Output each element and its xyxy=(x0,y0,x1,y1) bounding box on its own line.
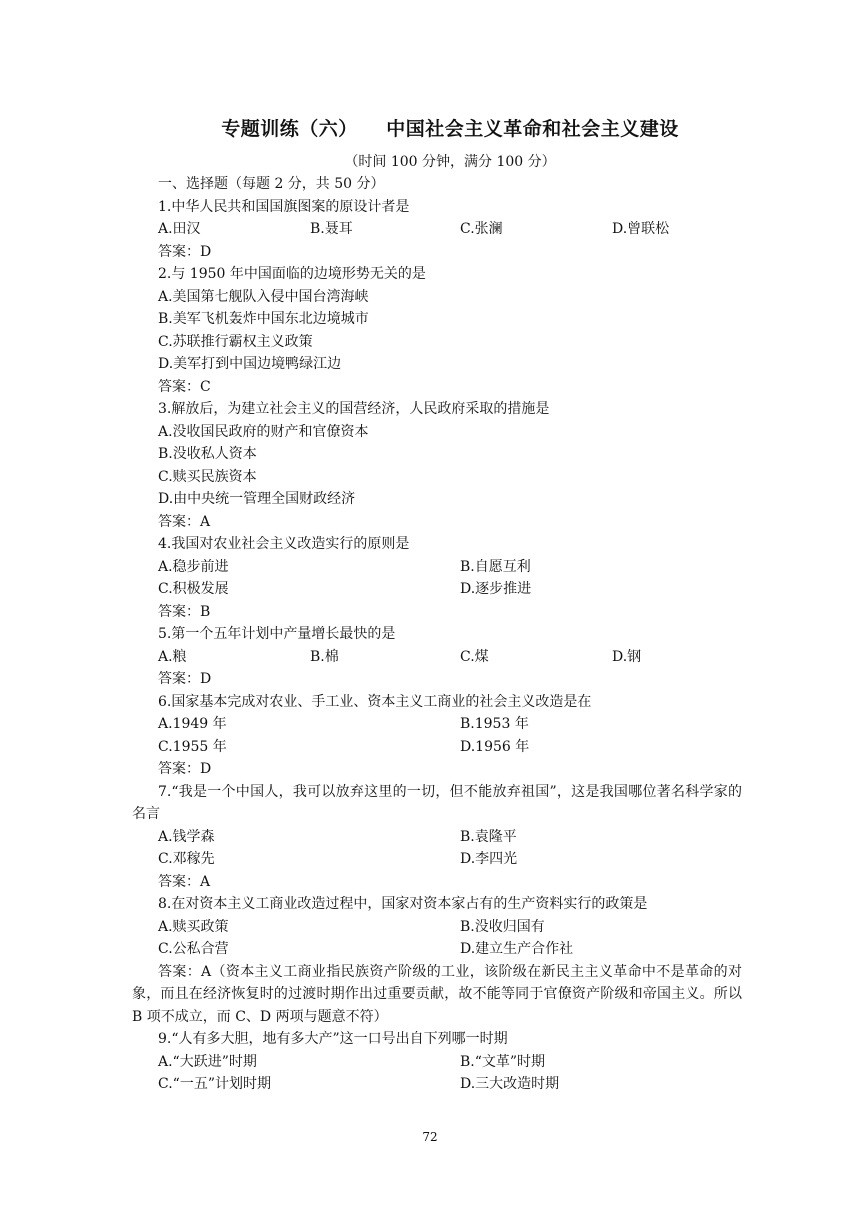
option-c: C.1955 年 xyxy=(158,738,227,755)
option-d: D.建立生产合作社 xyxy=(460,941,574,957)
page-title: 专题训练（六） 中国社会主义革命和社会主义建设 xyxy=(221,118,679,140)
option-b: B.没收私人资本 xyxy=(158,446,257,462)
option-d: D.由中央统一管理全国财政经济 xyxy=(158,491,356,507)
option-d: D.李四光 xyxy=(460,851,518,867)
option-b: B.“文革”时期 xyxy=(460,1053,546,1070)
answer: 答案：D xyxy=(158,671,212,687)
option-d: D.美军打到中国边境鸭绿江边 xyxy=(158,356,342,372)
options-row xyxy=(132,1073,742,1096)
option-c: C.张澜 xyxy=(460,221,503,237)
option-c: C.邓稼先 xyxy=(158,851,215,867)
answer: 答案：D xyxy=(158,761,212,777)
option-d: D.1956 年 xyxy=(460,738,530,755)
option-a: A.粮 xyxy=(158,648,187,665)
option-a: A.赎买政策 xyxy=(158,918,229,935)
option-b: B.1953 年 xyxy=(460,716,529,732)
option-b: B.聂耳 xyxy=(310,221,353,237)
question-stem: 4.我国对农业社会主义改造实行的原则是 xyxy=(158,536,410,552)
option-c: C.赎买民族资本 xyxy=(158,468,257,485)
exam-info: （时间 100 分钟，满分 100 分） xyxy=(344,154,556,170)
answer: 答案：A xyxy=(158,873,211,890)
option-a: A.“大跃进”时期 xyxy=(158,1053,257,1070)
question-stem: 7.“我是一个中国人，我可以放弃这里的一切，但不能放弃祖国”，这是我国哪位著名科学家的名言 xyxy=(132,783,742,822)
options-row xyxy=(132,713,742,736)
options-row xyxy=(132,1051,742,1074)
options-row xyxy=(132,556,742,579)
option-d: D.钢 xyxy=(612,648,642,665)
section-heading: 一、选择题（每题 2 分，共 50 分） xyxy=(158,176,385,192)
question-stem: 6.国家基本完成对农业、手工业、资本主义工商业的社会主义改造是在 xyxy=(158,693,592,710)
option-a: A.稳步前进 xyxy=(158,558,229,575)
option-d: D.三大改造时期 xyxy=(460,1076,560,1092)
option-a: A.田汉 xyxy=(158,221,201,237)
option-a: A.钱学森 xyxy=(158,828,215,845)
answer: 答案：B xyxy=(158,603,211,620)
options-row xyxy=(132,826,742,849)
options-row xyxy=(132,848,742,871)
option-c: C.公私合营 xyxy=(158,941,229,957)
question-stem: 9.“人有多大胆，地有多大产”这一口号出自下列哪一时期 xyxy=(158,1031,508,1047)
option-a: A.美国第七舰队入侵中国台湾海峡 xyxy=(158,288,369,305)
option-b: B.棉 xyxy=(310,648,339,665)
option-b: B.美军飞机轰炸中国东北边境城市 xyxy=(158,311,369,327)
answer: 答案：C xyxy=(158,378,211,395)
option-b: B.袁隆平 xyxy=(460,828,517,845)
options-row xyxy=(132,218,742,241)
option-a: A.1949 年 xyxy=(158,716,227,732)
options-row xyxy=(132,578,742,601)
answer-explanation: 答案：A（资本主义工商业指民族资产阶级的工业，该阶级在新民主主义革命中不是革命的对象，而且在经济恢复时的过渡时期作出过重要贡献，故不能等同于官僚资产阶级和帝国主义。所以 B 项不成立，而 C、D 两项与题意不符） xyxy=(132,963,742,1025)
question-stem: 8.在对资本主义工商业改造过程中，国家对资本家占有的生产资料实行的政策是 xyxy=(158,896,648,912)
options-row xyxy=(132,916,742,939)
answer: 答案：D xyxy=(158,243,212,260)
answer: 答案：A xyxy=(158,513,211,530)
question-stem: 1.中华人民共和国国旗图案的原设计者是 xyxy=(158,198,410,215)
option-a: A.没收国民政府的财产和官僚资本 xyxy=(158,423,369,440)
option-b: B.自愿互利 xyxy=(460,558,531,575)
option-d: D.逐步推进 xyxy=(460,581,532,597)
option-c: C.“一五”计划时期 xyxy=(158,1076,271,1092)
options-row xyxy=(132,736,742,759)
option-c: C.煤 xyxy=(460,648,489,665)
question-stem: 3.解放后，为建立社会主义的国营经济，人民政府采取的措施是 xyxy=(158,401,550,417)
option-b: B.没收归国有 xyxy=(460,918,545,935)
options-row xyxy=(132,938,742,961)
question-list xyxy=(132,173,742,1096)
page-number: 72 xyxy=(422,1130,438,1144)
option-d: D.曾联松 xyxy=(612,221,670,237)
question-stem: 5.第一个五年计划中产量增长最快的是 xyxy=(158,626,396,642)
option-c: C.积极发展 xyxy=(158,581,229,597)
option-c: C.苏联推行霸权主义政策 xyxy=(158,333,313,350)
options-row xyxy=(132,646,742,669)
question-stem: 2.与 1950 年中国面临的边境形势无关的是 xyxy=(158,266,426,282)
